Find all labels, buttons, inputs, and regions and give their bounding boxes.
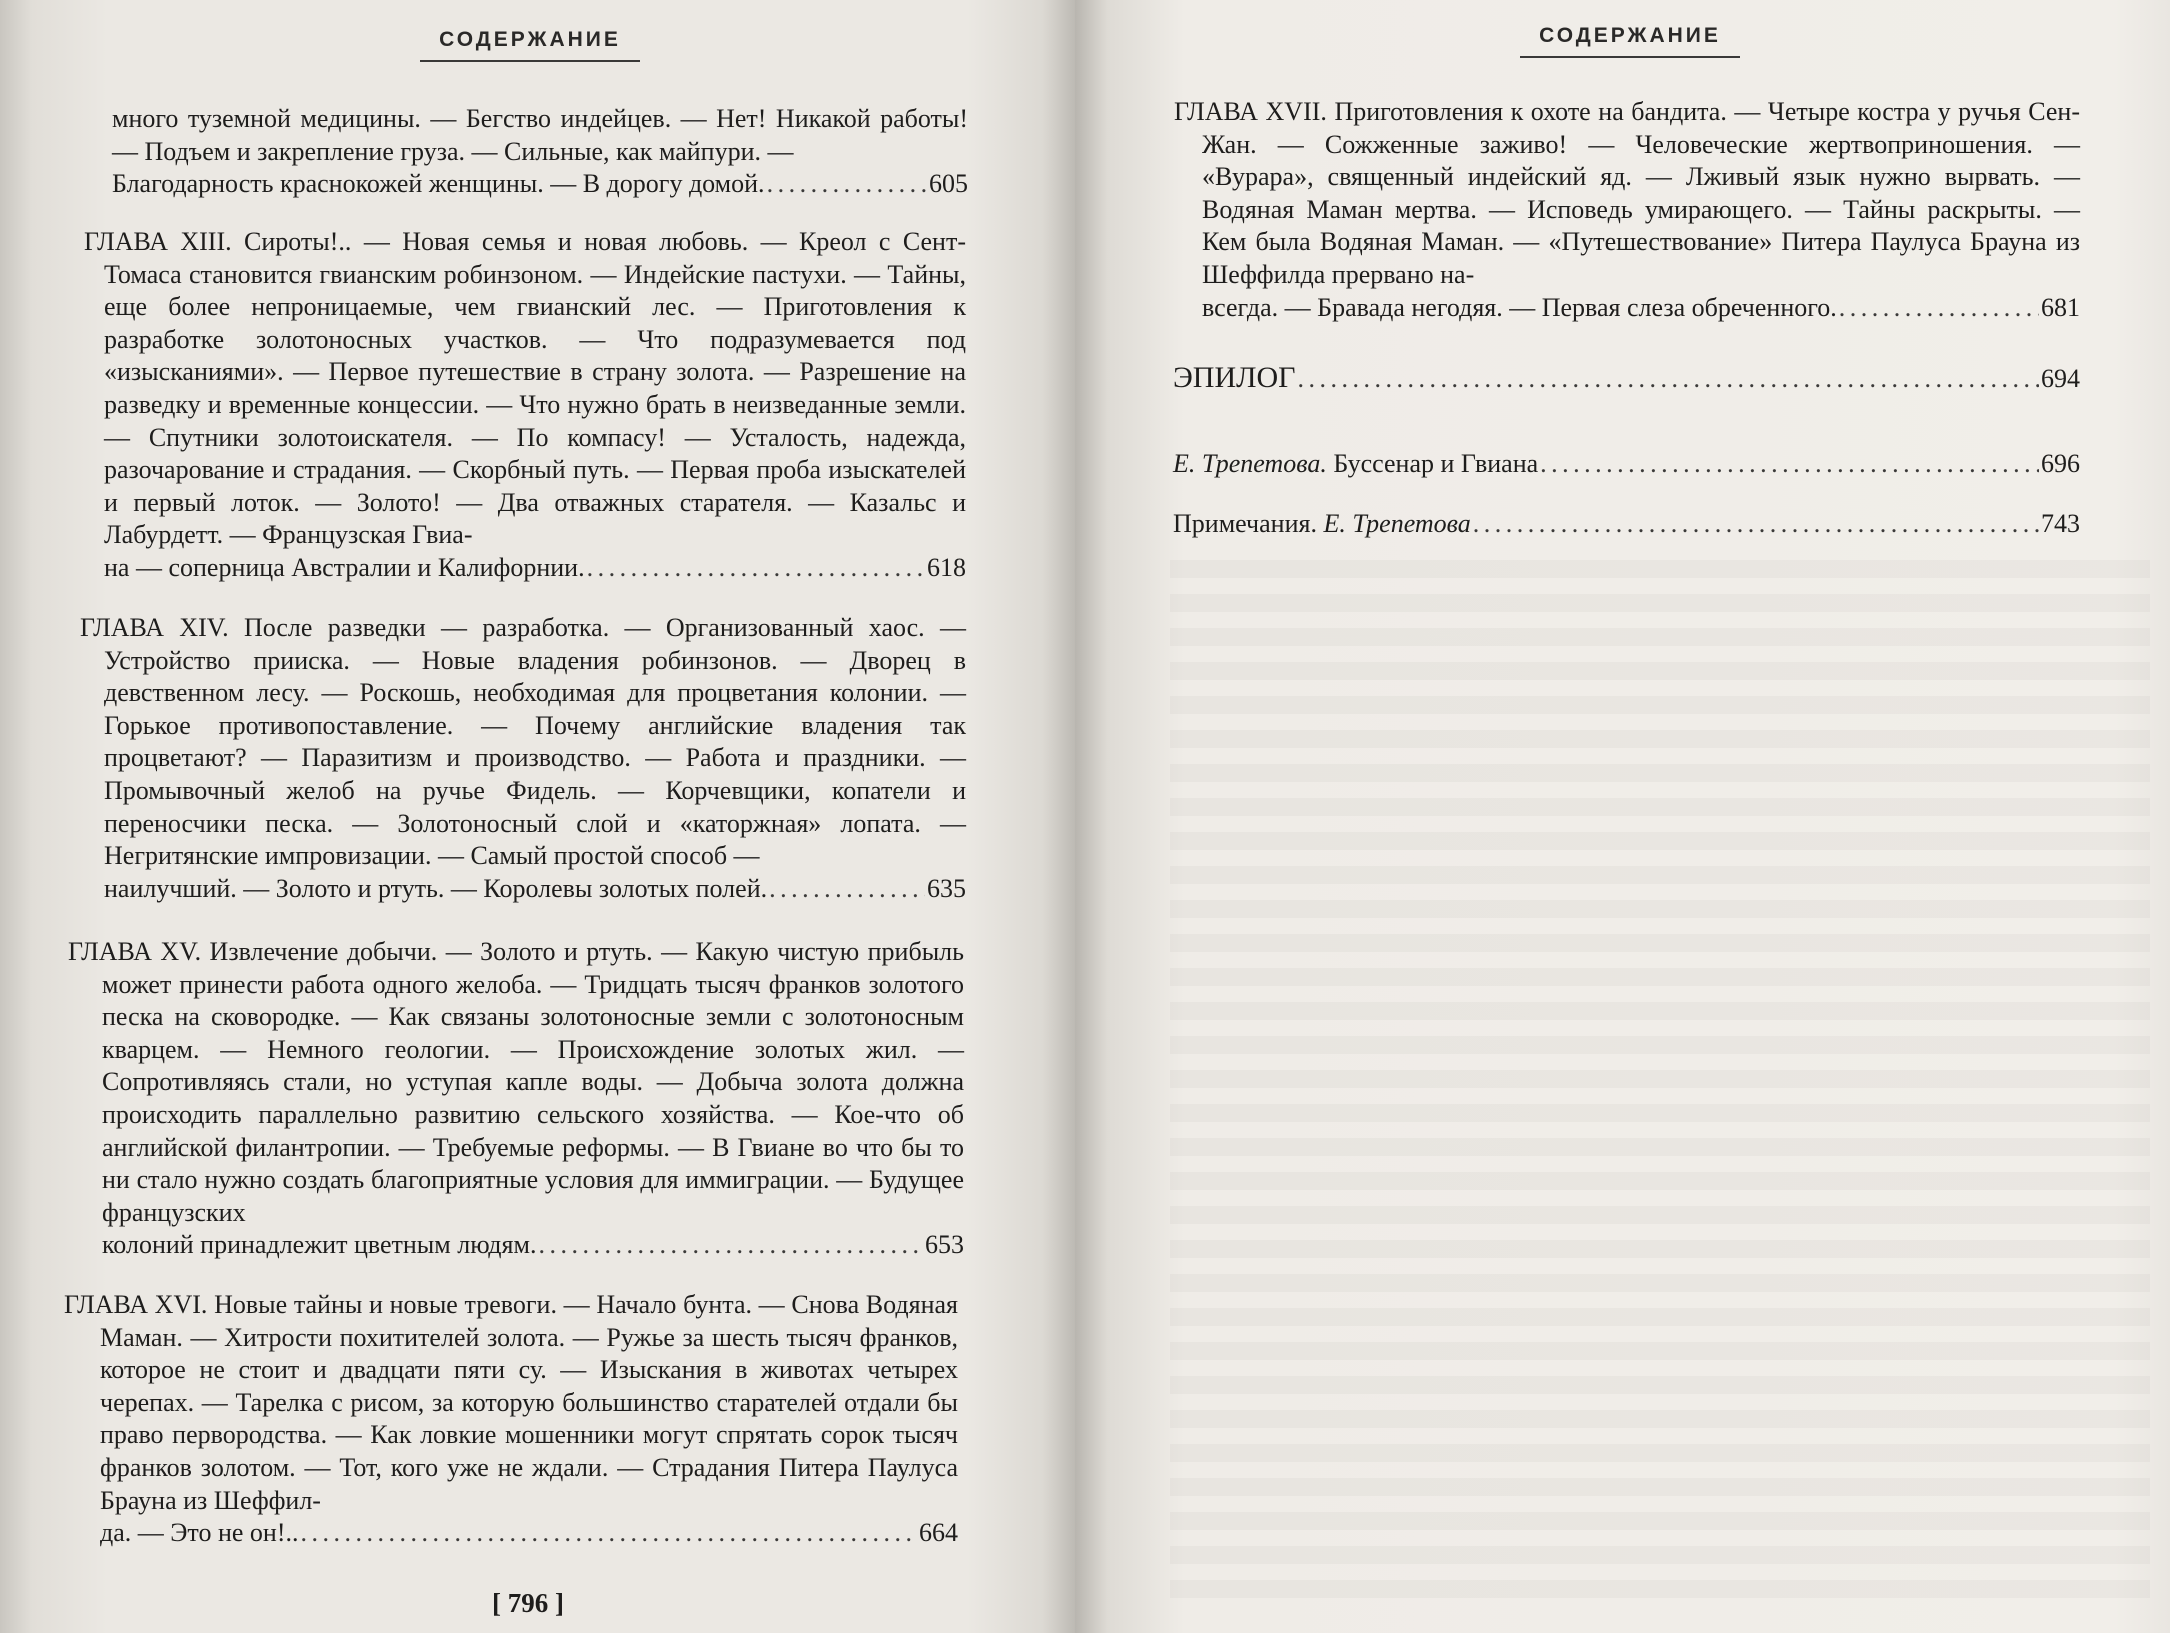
toc-entry-text: ГЛАВА XVI. Новые тайны и новые тревоги. — Начало бунта. — Снова Водяная Маман. — Хитрости похитителей золота. — Ружье за шесть тысяч франков, которое не стоит и двадцати пяти су. — Изыскания в животах четырех черепах. — Тарелка с рисом, за которую большинство старателей отдали бы право первородства. — Как ловкие мошенники могут спрятать сорок тысяч франков золотом. — Тот, кого уже не ждали. — Страдания Питера Паулуса Брауна из Шеффил- xyxy=(64,1290,958,1515)
epilogue-label: ЭПИЛОГ xyxy=(1173,361,1296,394)
dot-leader xyxy=(769,873,925,906)
toc-page-number: 696 xyxy=(2041,449,2080,478)
toc-entry-chapter-13 xyxy=(84,226,966,585)
toc-entry-text: ГЛАВА XV. Извлечение добычи. — Золото и ртуть. — Какую чистую прибыль может принести работа одного желоба. — Тридцать тысяч франков золотого песка на сковородке. — Как связаны золотоносные земли с золотоносным кварцем. — Немного геологии. — Происхождение золотых жил. — Сопротивляясь стали, но уступая капле воды. — Добыча золота должна происходить параллельно развитию сельского хозяйства. — Кое-что об английской филантропии. — Требуемые реформы. — В Гвиане во что бы то ни стало нужно создать благоприятные условия для иммиграции. — Будущее французских xyxy=(68,937,964,1227)
notes-author: Е. Трепетова xyxy=(1323,509,1471,538)
toc-leader-line xyxy=(112,168,968,201)
toc-entry-chapter-14 xyxy=(80,612,966,905)
left-running-head xyxy=(420,28,640,62)
toc-entry-last-line: наилучший. — Золото и ртуть. — Королевы золотых полей. xyxy=(104,873,768,903)
toc-entry-chapter-16 xyxy=(64,1289,958,1550)
toc-entry-chapter-17 xyxy=(1174,96,2080,324)
toc-page-number: 605 xyxy=(929,169,968,199)
toc-entry-last-line: да. — Это не он!.. xyxy=(100,1518,299,1548)
toc-entry-text: ГЛАВА XIII. Сироты!.. — Новая семья и новая любовь. — Креол с Сент-Томаса становится гвианским робинзоном. — Индейские пастухи. — Тайны, еще более непроницаемые, чем гвианский лес. — Приготовления к разработке золотоносных участков. — Что подразумевается под «изысканиями». — Первое путешествие в страну золота. — Разрешение на разведку и временные концессии. — Что нужно брать в неизведанные земли. — Спутники золотоискателя. — По компасу! — Усталость, надежда, разочарование и страдания. — Скорбный путь. — Первая проба изыскателей и первый лоток. — Золото! — Два отважных старателя. — Казальс и Лабурдетт. — Французская Гвиа- xyxy=(84,227,966,550)
toc-entry-continuation xyxy=(112,103,968,201)
dot-leader xyxy=(1540,448,2039,481)
toc-page-number: 743 xyxy=(2041,509,2080,538)
toc-page-number: 653 xyxy=(925,1230,964,1260)
toc-entry-last-line: на — соперница Австралии и Калифорнии. xyxy=(104,552,585,582)
toc-page-number: 635 xyxy=(927,873,966,903)
toc-leader-line xyxy=(104,552,966,585)
article-title xyxy=(1173,448,1538,481)
toc-entry-notes xyxy=(1173,508,2080,541)
toc-page-number: 681 xyxy=(2041,292,2080,322)
toc-leader-line xyxy=(1173,362,2080,396)
article-title-text: Буссенар и Гвиана xyxy=(1333,449,1539,478)
dot-leader xyxy=(587,552,925,585)
toc-entry-text: ГЛАВА XVII. Приготовления к охоте на бандита. — Четыре костра у ручья Сен-Жан. — Сожженные заживо! — Человеческие жертвоприношения. — «Вурара», священный индейский яд. — Лживый язык нужно вырвать. — Водяная Маман мертва. — Исповедь умирающего. — Тайны раскрыты. — Кем была Водяная Маман. — «Путешествование» Питера Паулуса Брауна из Шеффилда прервано на- xyxy=(1174,97,2080,289)
right-running-head-rule xyxy=(1520,56,1740,58)
dot-leader xyxy=(1298,363,2040,396)
toc-page-number: 618 xyxy=(927,552,966,582)
left-running-head-text: СОДЕРЖАНИЕ xyxy=(439,28,621,51)
page-number-folio: [ 796 ] xyxy=(492,1588,564,1618)
toc-page-number: 664 xyxy=(919,1518,958,1548)
dot-leader xyxy=(300,1517,917,1550)
dot-leader xyxy=(1473,508,2039,541)
left-running-head-rule xyxy=(420,60,640,62)
toc-entry-last-line: всегда. — Бравада негодяя. — Первая слеза обреченного. xyxy=(1202,292,1837,322)
toc-leader-line xyxy=(102,1229,964,1262)
toc-entry-last-line: Благодарность краснокожей женщины. — В дорогу домой. xyxy=(112,169,765,199)
toc-entry-text: много туземной медицины. — Бегство индейцев. — Нет! Никакой работы! — Подъем и закрепление груза. — Сильные, как майпури. — xyxy=(112,104,968,166)
toc-page-number: 694 xyxy=(2041,364,2080,393)
dot-leader xyxy=(767,168,927,201)
toc-entry-last-line: колоний принадлежит цветным людям. xyxy=(102,1230,537,1260)
toc-leader-line xyxy=(1173,448,2080,481)
notes-label: Примечания. xyxy=(1173,509,1317,538)
toc-leader-line xyxy=(104,873,966,906)
toc-entry-epilogue xyxy=(1173,362,2080,396)
dot-leader xyxy=(1839,292,2039,325)
toc-entry-text: ГЛАВА XIV. После разведки — разработка. — Организованный хаос. — Устройство прииска. — Новые владения робинзонов. — Дворец в девственном лесу. — Роскошь, необходимая для процветания колонии. — Горькое противопоставление. — Почему английские владения так процветают? — Паразитизм и производство. — Работа и праздники. — Промывочный желоб на ручье Фидель. — Корчевщики, копатели и переносчики песка. — Золотоносный слой и «каторжная» лопата. — Негритянские импровизации. — Самый простой способ — xyxy=(80,613,966,871)
toc-leader-line xyxy=(100,1517,958,1550)
toc-leader-line xyxy=(1173,508,2080,541)
toc-entry-article xyxy=(1173,448,2080,481)
right-running-head xyxy=(1520,24,1740,58)
toc-entry-chapter-15 xyxy=(68,936,964,1262)
dot-leader xyxy=(538,1229,923,1262)
toc-leader-line xyxy=(1202,292,2080,325)
notes-title xyxy=(1173,508,1471,541)
article-author: Е. Трепетова. xyxy=(1173,449,1327,478)
right-running-head-text: СОДЕРЖАНИЕ xyxy=(1539,24,1721,47)
